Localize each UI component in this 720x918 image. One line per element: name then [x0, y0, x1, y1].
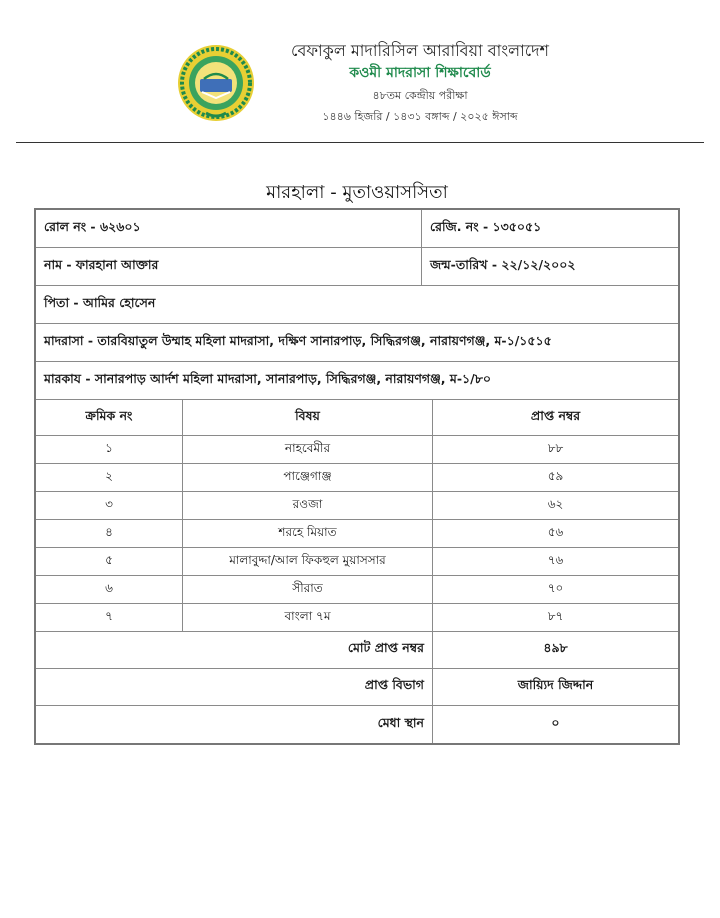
serial-cell: ৭ — [36, 604, 183, 631]
merit-row — [36, 706, 678, 743]
header-divider — [16, 142, 704, 143]
marks-cell: ৫৬ — [547, 524, 564, 539]
roll-reg-row — [36, 210, 678, 248]
table-header-row — [36, 400, 678, 436]
result-sheet — [34, 208, 680, 745]
header-marks: প্রাপ্ত নম্বর — [530, 407, 581, 423]
subject-cell: নাহবেমীর — [183, 436, 433, 463]
madrasa-name: মাদরাসা - তারবিয়াতুল উম্মাহ মহিলা মাদরাসা, দক্ষিণ সানারপাড়, সিদ্ধিরগঞ্জ, নারায়ণগঞ্জ, ম-১/১৫১৫ — [44, 332, 552, 348]
total-marks-label: মোট প্রাপ্ত নম্বর — [36, 632, 433, 668]
subject-cell: শরহে মিয়াত — [183, 520, 433, 547]
subject-cell: পাঞ্জেগাঞ্জ — [183, 464, 433, 491]
father-row — [36, 286, 678, 324]
table-row — [36, 576, 678, 604]
serial-cell: ৬ — [36, 576, 183, 603]
division-label: প্রাপ্ত বিভাগ — [36, 669, 433, 705]
serial-cell: ২ — [36, 464, 183, 491]
total-marks-row — [36, 632, 678, 669]
division-row — [36, 669, 678, 706]
marks-cell: ৭৬ — [547, 552, 564, 567]
subject-cell: মালাবুদ্দা/আল ফিকহুল মুয়াসসার — [183, 548, 433, 575]
total-marks-value: ৪৯৮ — [543, 640, 568, 655]
date-of-birth: জন্ম-তারিখ - ২২/১২/২০০২ — [430, 256, 576, 272]
organization-block — [270, 40, 570, 128]
father-name: পিতা - আমির হোসেন — [44, 294, 156, 310]
markaz-row — [36, 362, 678, 400]
exam-year: ১৪৪৬ হিজরি / ১৪৩১ বঙ্গাব্দ / ২০২৫ ঈসাব্দ — [322, 110, 518, 123]
marks-cell: ৫৯ — [547, 468, 564, 483]
division-value: জায়্যিদ জিদ্দান — [517, 677, 594, 692]
registration-number: রেজি. নং - ১৩৫০৫১ — [430, 218, 542, 234]
subject-cell: সীরাত — [183, 576, 433, 603]
table-row — [36, 436, 678, 464]
serial-cell: ১ — [36, 436, 183, 463]
marks-cell: ৮৮ — [547, 440, 564, 455]
marhala-title: মারহালা - মুতাওয়াসসিতা — [266, 182, 448, 203]
merit-value: ০ — [551, 714, 560, 730]
name-dob-row — [36, 248, 678, 286]
header-serial: ক্রমিক নং — [36, 400, 183, 435]
board-seal-icon — [176, 43, 256, 123]
serial-cell: ৩ — [36, 492, 183, 519]
student-name: নাম - ফারহানা আক্তার — [36, 248, 422, 285]
table-row — [36, 492, 678, 520]
marks-cell: ৭০ — [547, 580, 564, 595]
organization-title: বেফাকুল মাদারিসিল আরাবিয়া বাংলাদেশ — [290, 41, 550, 60]
markaz-name: মারকায - সানারপাড় আর্দশ মহিলা মাদরাসা, সানারপাড়, সিদ্ধিরগঞ্জ, নারায়ণগঞ্জ, ম-১/৮০ — [44, 370, 491, 386]
organization-subtitle: কওমী মাদরাসা শিক্ষাবোর্ড — [349, 65, 491, 81]
table-row — [36, 464, 678, 492]
serial-cell: ৪ — [36, 520, 183, 547]
roll-number: রোল নং - ৬২৬০১ — [36, 210, 422, 247]
subject-cell: বাংলা ৭ম — [183, 604, 433, 631]
merit-label: মেধা স্থান — [36, 706, 433, 743]
header-subject: বিষয় — [183, 400, 433, 435]
table-row — [36, 604, 678, 632]
table-row — [36, 548, 678, 576]
madrasa-row — [36, 324, 678, 362]
serial-cell: ৫ — [36, 548, 183, 575]
board-header — [0, 30, 720, 130]
exam-title: ৪৮তম কেন্দ্রীয় পরীক্ষা — [372, 89, 468, 102]
table-row — [36, 520, 678, 548]
subject-cell: রওজা — [183, 492, 433, 519]
marks-cell: ৬২ — [547, 496, 564, 511]
marks-cell: ৮৭ — [547, 608, 564, 623]
